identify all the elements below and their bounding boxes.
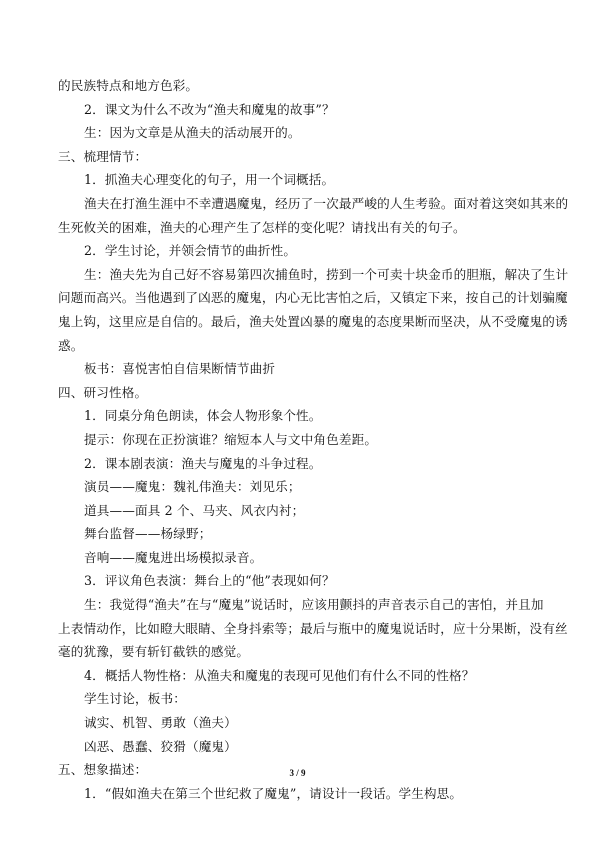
stage-manager-line: 舞台监督——杨绿野； — [84, 526, 212, 542]
hint-line: 提示：你现在正扮演谁？缩短本人与文中角色差距。 — [84, 431, 378, 447]
paragraph-line: 生：渔夫先为自己好不容易第四次捕鱼时，捞到一个可卖十块金币的胆瓶，解决了生计 — [84, 266, 569, 282]
task-2: 2．学生讨论，并领会情节的曲折性。 — [84, 243, 297, 259]
task-1: 1．同桌分角色朗读，体会人物形象个性。 — [84, 408, 322, 424]
sound-line: 音响——魔鬼进出场模拟录音。 — [84, 549, 263, 565]
task-2: 2．课本剧表演：渔夫与魔鬼的斗争过程。 — [84, 455, 322, 471]
cast-line: 演员——魔鬼：魏礼伟渔夫：刘见乐； — [84, 479, 301, 495]
task-3: 3．评议角色表演：舞台上的“他”表现如何？ — [84, 573, 335, 589]
text-line: 的民族特点和地方色彩。 — [58, 78, 199, 93]
task-4: 4．概括人物性格：从渔夫和魔鬼的表现可见他们有什么不同的性格？ — [84, 667, 475, 683]
section-heading-5: 五、想象描述： — [58, 762, 148, 778]
paragraph-line: 生死攸关的困难，渔夫的心理产生了怎样的变化呢？请找出有关的句子。 — [58, 219, 466, 235]
task-1: 1．“假如渔夫在第三个世纪救了魔鬼”，请设计一段话。学生构思。 — [84, 785, 463, 801]
paragraph-line: 问题而高兴。当他遇到了凶恶的魔鬼，内心无比害怕之后，又镇定下来，按自己的计划骗魔 — [58, 290, 568, 306]
discussion-line: 学生讨论，板书： — [84, 691, 186, 707]
page-number: 3 / 9 — [289, 768, 306, 778]
page-body — [58, 74, 569, 805]
paragraph-line: 生：我觉得“渔夫”在与“魔鬼”说话时，应该用颤抖的声音表示自己的害怕，并且加 — [84, 597, 544, 613]
task-1: 1．抓渔夫心理变化的句子，用一个词概括。 — [84, 172, 335, 188]
paragraph-line: 惑。 — [58, 337, 84, 353]
student-answer: 生：因为文章是从渔夫的活动展开的。 — [84, 125, 301, 141]
question-2: 2．课文为什么不改为“渔夫和魔鬼的故事”？ — [84, 101, 335, 117]
section-heading-3: 三、梳理情节： — [58, 148, 148, 164]
blackboard-note: 板书：喜悦害怕自信果断情节曲折 — [84, 361, 276, 377]
paragraph-line: 渔夫在打渔生涯中不幸遭遇魔鬼，经历了一次最严峻的人生考验。面对着这突如其来的 — [84, 195, 569, 211]
paragraph-line: 鬼上钩，这里应是自信的。最后，渔夫处置凶暴的魔鬼的态度果断而坚决，从不受魔鬼的诱 — [58, 313, 568, 329]
trait-demon: 凶恶、愚蠢、狡猾（魔鬼） — [84, 738, 237, 754]
paragraph-line: 上表情动作，比如瞪大眼睛、全身抖索等；最后与瓶中的魔鬼说话时，应十分果断，没有丝 — [58, 620, 568, 636]
paragraph-line: 毫的犹豫，要有斩钉截铁的感觉。 — [58, 644, 250, 660]
trait-fisherman: 诚实、机智、勇敢（渔夫） — [84, 715, 237, 731]
props-line: 道具——面具 2 个、马夹、风衣内衬； — [84, 502, 305, 518]
section-heading-4: 四、研习性格。 — [58, 384, 148, 400]
